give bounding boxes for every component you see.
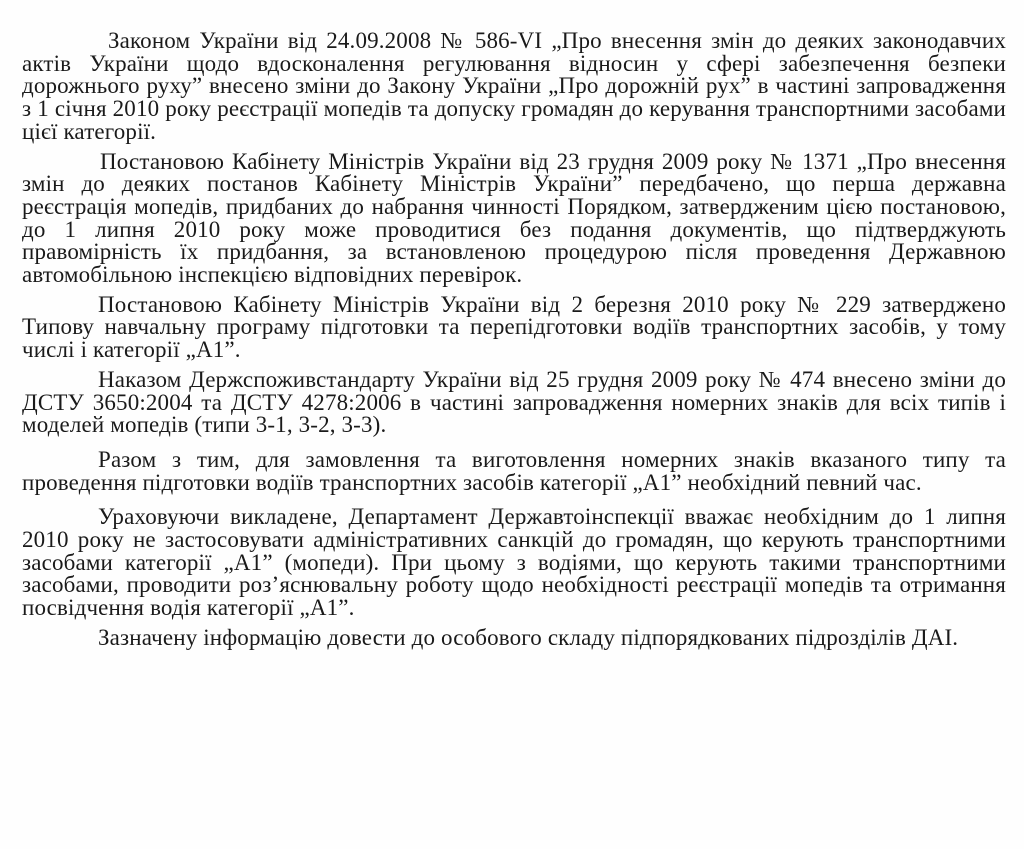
paragraph-time-needed: Разом з тим, для замовлення та виготовлення номерних знаків вказаного типу та проведення підготовки водіїв транспортних засобів категорії „А1” необхідний певний час. [22, 446, 1006, 495]
paragraph-law-amendment: Законом України від 24.09.2008 № 586-VI „Про внесення змін до деяких законодавчих актів України щодо вдосконалення регулювання відносин у сфері забезпечення безпеки дорожнього руху” внесено зміни до Закону України „Про дорожній рух” в частині запровадження з 1 січня 2010 року реєстрації мопедів та допуску громадян до керування транспортними засобами цієї категорії. [22, 28, 1006, 144]
paragraph-department-decision: Ураховуючи викладене, Департамент Державтоінспекції вважає необхідним до 1 липня 2010 року не застосовувати адміністративних санкцій до громадян, що керують транспортними засобами категорії „А1” (мопеди). При цьому з водіями, що керують такими транспортними засобами, проводити роз’яснювальну роботу щодо необхідності реєстрації мопедів та отримання посвідчення водія категорії „А1”. [22, 504, 1006, 621]
paragraph-cabinet-resolution-1371: Постановою Кабінету Міністрів України від 23 грудня 2009 року № 1371 „Про внесення змін до деяких постанов Кабінету Міністрів України” передбачено, що перша державна реєстрація мопедів, придбаних до набрання чинності Порядком, затвердженим цією постановою, до 1 липня 2010 року може проводитися без подання документів, що підтверджують правомірність їх придбання, за встановленою процедурою після проведення Державною автомобільною інспекцією відповідних перевірок. [22, 148, 1006, 288]
paragraph-inform-staff: Зазначену інформацію довести до особового складу підпорядкованих підрозділів ДАІ. [98, 624, 959, 650]
paragraph-cabinet-resolution-229: Постановою Кабінету Міністрів України від 2 березня 2010 року № 229 затверджено Типову навчальну програму підготовки та перепідготовки водіїв транспортних засобів, у тому числі і категорії „А1”. [22, 291, 1006, 363]
paragraph-order-474: Наказом Держспоживстандарту України від 25 грудня 2009 року № 474 внесено зміни до ДСТУ 3650:2004 та ДСТУ 4278:2006 в частині запровадження номерних знаків для всіх типів і моделей мопедів (типи 3-1, 3-2, 3-3). [22, 366, 1006, 438]
document-body [22, 30, 1006, 657]
